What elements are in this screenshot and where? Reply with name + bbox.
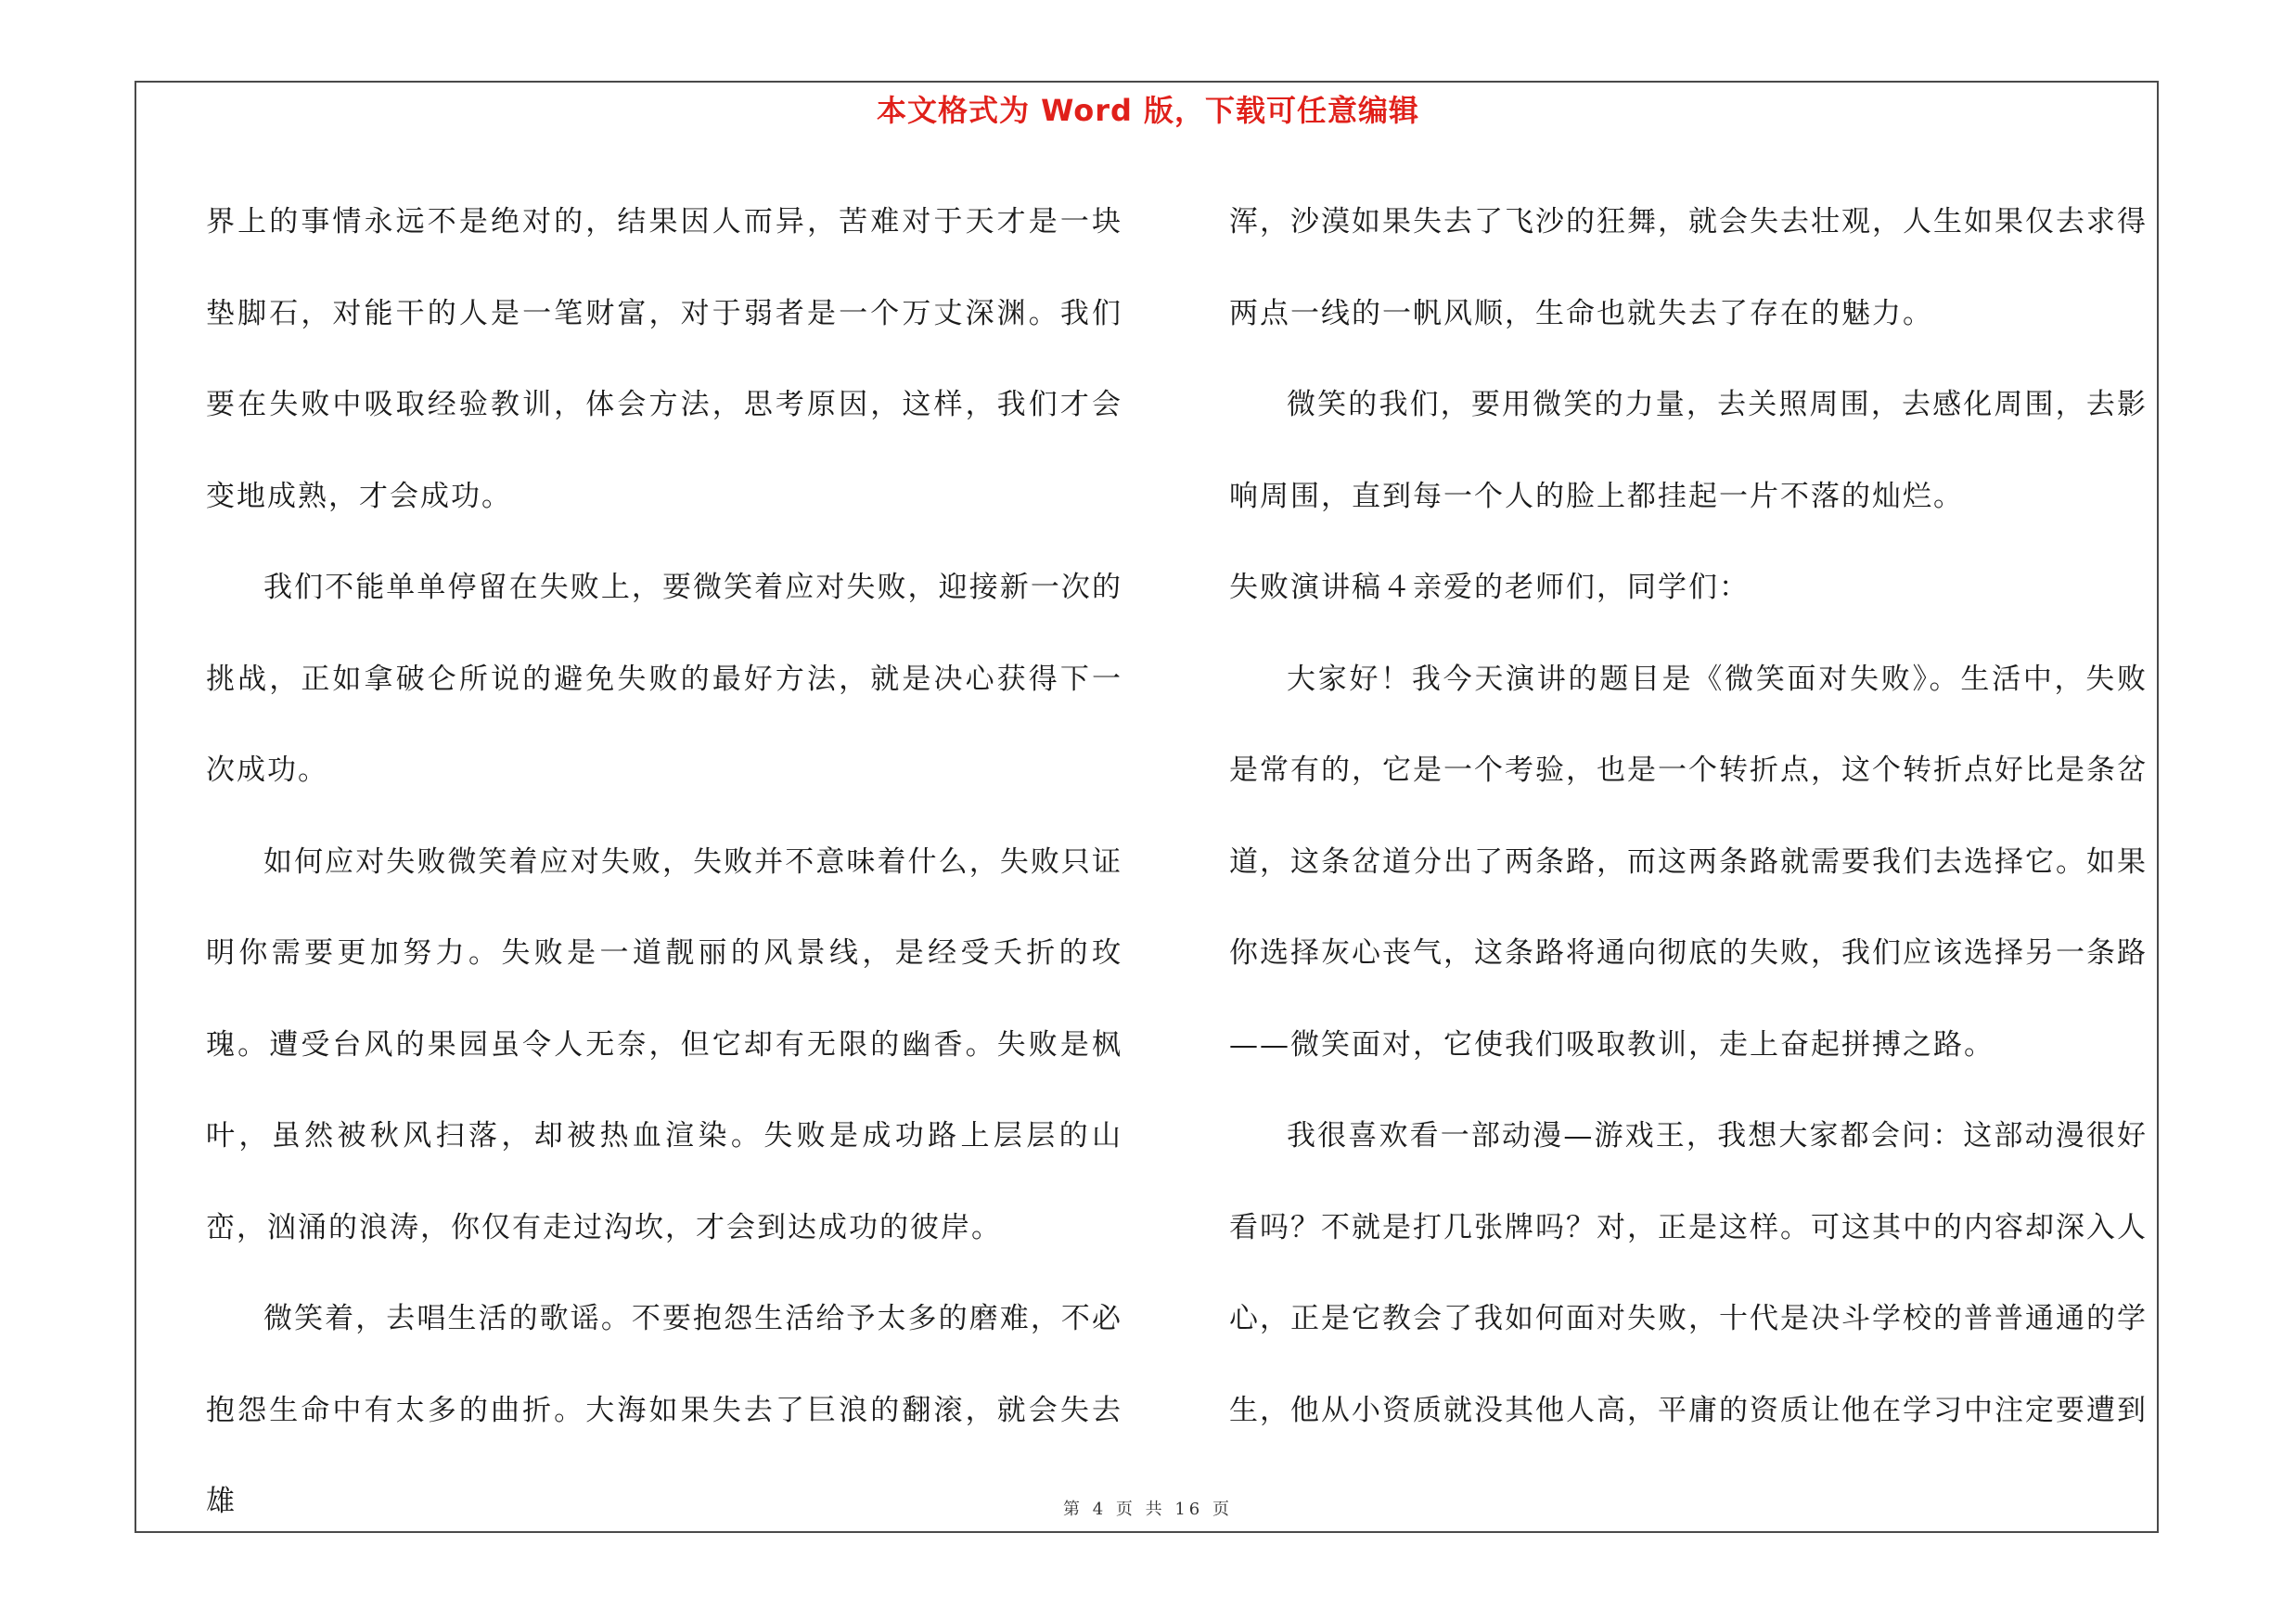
paragraph: 我很喜欢看一部动漫—游戏王，我想大家都会问：这部动漫很好看吗？不就是打几张牌吗？对，正是这样。可这其中的内容却深入人心，正是它教会了我如何面对失败，十代是决斗学校的普普通通的学生，他从小资质就没其他人高，平庸的资质让他在学习中注定要遭到 [1229, 1119, 2148, 1427]
paragraph-continued: 界上的事情永远不是绝对的，结果因人而异，苦难对于天才是一块垫脚石，对能干的人是一笔财富，对于弱者是一个万丈深渊。我们要在失败中吸取经验教训，体会方法，思考原因，这样，我们才会变地成熟，才会成功。 [206, 205, 1122, 513]
paragraph: 如何应对失败微笑着应对失败，失败并不意味着什么，失败只证明你需要更加努力。失败是一道靓丽的风景线，是经受夭折的玫瑰。遭受台风的果园虽令人无奈，但它却有无限的幽香。失败是枫叶，虽然被秋风扫落，却被热血渲染。失败是成功路上层层的山峦，汹涌的浪涛，你仅有走过沟坎，才会到达成功的彼岸。 [206, 844, 1122, 1244]
right-text-column [1229, 176, 2148, 1456]
paragraph: 大家好！我今天演讲的题目是《微笑面对失败》。生活中，失败是常有的，它是一个考验，也是一个转折点，这个转折点好比是条岔道，这条岔道分出了两条路，而这两条路就需要我们去选择它。如果你选择灰心丧气，这条路将通向彻底的失败，我们应该选择另一条路——微笑面对，它使我们吸取教训，走上奋起拼搏之路。 [1229, 662, 2148, 1062]
paragraph: 我们不能单单停留在失败上，要微笑着应对失败，迎接新一次的挑战，正如拿破仑所说的避免失败的最好方法，就是决心获得下一次成功。 [206, 571, 1122, 787]
paragraph: 微笑着，去唱生活的歌谣。不要抱怨生活给予太多的磨难，不必抱怨生命中有太多的曲折。大海如果失去了巨浪的翻滚，就会失去雄 [206, 1302, 1122, 1518]
paragraph: 微笑的我们，要用微笑的力量，去关照周围，去感化周围，去影响周围，直到每一个人的脸上都挂起一片不落的灿烂。 [1229, 388, 2148, 513]
word-format-banner: 本文格式为 Word 版，下载可任意编辑 [876, 93, 1420, 128]
paragraph-continued: 浑，沙漠如果失去了飞沙的狂舞，就会失去壮观，人生如果仅去求得两点一线的一帆风顺，生命也就失去了存在的魅力。 [1229, 205, 2148, 330]
speech-title-line: 失败演讲稿４亲爱的老师们，同学们： [1229, 571, 1750, 604]
left-text-column [206, 176, 1122, 1548]
page-number-indicator: 第 4 页 共 16 页 [1063, 1500, 1233, 1519]
